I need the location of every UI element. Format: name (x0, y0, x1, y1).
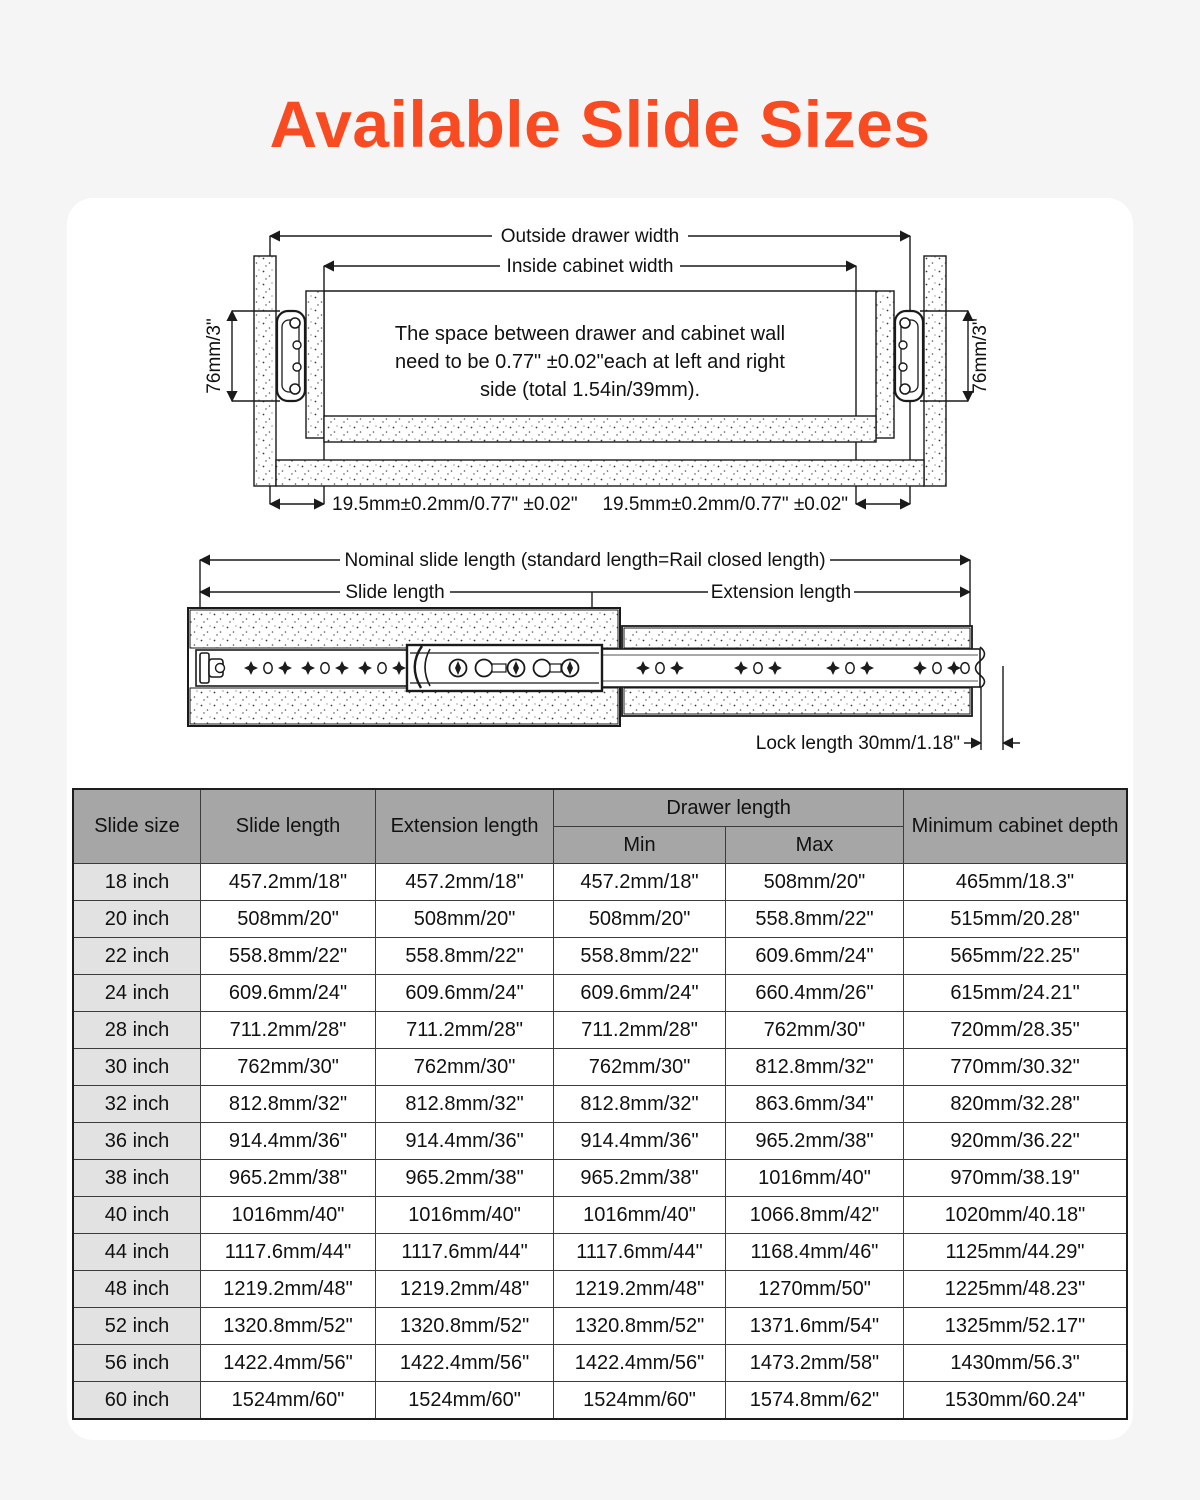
slide-length-dimension (200, 582, 592, 603)
cabinet-wall-right (924, 256, 946, 486)
table-row: 60 inch 1524mm/60" 1524mm/60" 1524mm/60" 1574.8mm/62" 1530mm/60.24" (73, 1382, 1127, 1420)
inside-cabinet-width-label: Inside cabinet width (506, 256, 674, 277)
gap-dimension-left-label: 19.5mm±0.2mm/0.77" ±0.02" (332, 494, 578, 515)
col-header-extension-length: Extension length (375, 789, 553, 864)
drawer-side-left (306, 291, 324, 438)
gap-dimension-left (270, 494, 578, 515)
slide-cross-section-left (277, 311, 305, 401)
drawer-side-right (876, 291, 894, 438)
slide-height-label-right: 76mm/3" (970, 318, 991, 394)
table-row: 22 inch 558.8mm/22" 558.8mm/22" 558.8mm/22" 609.6mm/24" 565mm/22.25" (73, 938, 1127, 975)
table-row: 38 inch 965.2mm/38" 965.2mm/38" 965.2mm/38" 1016mm/40" 970mm/38.19" (73, 1160, 1127, 1197)
table-row: 24 inch 609.6mm/24" 609.6mm/24" 609.6mm/24" 660.4mm/26" 615mm/24.21" (73, 975, 1127, 1012)
cabinet-wall-left (254, 256, 276, 486)
table-header (73, 789, 1127, 864)
gap-dimension-right-label: 19.5mm±0.2mm/0.77" ±0.02" (602, 494, 848, 515)
table-row: 32 inch 812.8mm/32" 812.8mm/32" 812.8mm/32" 863.6mm/34" 820mm/32.28" (73, 1086, 1127, 1123)
drawer-cross-section-diagram (170, 216, 1030, 538)
table-row: 28 inch 711.2mm/28" 711.2mm/28" 711.2mm/28" 762mm/30" 720mm/28.35" (73, 1012, 1127, 1049)
slide-size-table (72, 788, 1128, 1420)
table-row: 30 inch 762mm/30" 762mm/30" 762mm/30" 812.8mm/32" 770mm/30.32" (73, 1049, 1127, 1086)
drawer-bottom-board (324, 416, 876, 442)
outside-drawer-width-label: Outside drawer width (500, 226, 680, 247)
extension-length-label: Extension length (710, 582, 852, 603)
note-line-1: The space between drawer and cabinet wall (394, 323, 786, 345)
table-row: 52 inch 1320.8mm/52" 1320.8mm/52" 1320.8mm/52" 1371.6mm/54" 1325mm/52.17" (73, 1308, 1127, 1345)
slide-length-diagram (160, 546, 1040, 778)
table-row: 48 inch 1219.2mm/48" 1219.2mm/48" 1219.2mm/48" 1270mm/50" 1225mm/48.23" (73, 1271, 1127, 1308)
slide-rail-drawing (196, 645, 985, 691)
page-title: Available Slide Sizes (269, 87, 931, 161)
spec-card (67, 198, 1133, 1440)
note-line-3: side (total 1.54in/39mm). (479, 379, 701, 401)
cabinet-bottom-board (276, 460, 924, 486)
slide-height-label-left: 76mm/3" (204, 318, 225, 394)
nominal-length-label: Nominal slide length (standard length=Rail closed length) (344, 550, 826, 571)
clearance-note (395, 323, 786, 401)
slide-cross-section-right (895, 311, 923, 401)
col-header-slide-size: Slide size (73, 789, 201, 864)
table-row: 36 inch 914.4mm/36" 914.4mm/36" 914.4mm/36" 965.2mm/38" 920mm/36.22" (73, 1123, 1127, 1160)
col-header-min: Min (554, 827, 726, 864)
col-header-min-cabinet-depth: Minimum cabinet depth (904, 789, 1127, 864)
col-header-max: Max (725, 827, 903, 864)
table-row: 20 inch 508mm/20" 508mm/20" 508mm/20" 558.8mm/22" 515mm/20.28" (73, 901, 1127, 938)
spec-table-container (72, 788, 1128, 1420)
col-header-slide-length: Slide length (201, 789, 376, 864)
lock-length-label: Lock length 30mm/1.18" (755, 733, 960, 754)
gap-dimension-right (602, 494, 910, 515)
col-header-drawer-length: Drawer length (554, 789, 904, 827)
note-line-2: need to be 0.77" ±0.02"each at left and right (395, 351, 785, 373)
table-row: 40 inch 1016mm/40" 1016mm/40" 1016mm/40" 1066.8mm/42" 1020mm/40.18" (73, 1197, 1127, 1234)
table-row: 18 inch 457.2mm/18" 457.2mm/18" 457.2mm/18" 508mm/20" 465mm/18.3" (73, 864, 1127, 901)
table-row: 56 inch 1422.4mm/56" 1422.4mm/56" 1422.4mm/56" 1473.2mm/58" 1430mm/56.3" (73, 1345, 1127, 1382)
table-row: 44 inch 1117.6mm/44" 1117.6mm/44" 1117.6mm/44" 1168.4mm/46" 1125mm/44.29" (73, 1234, 1127, 1271)
table-body (73, 864, 1127, 1420)
slide-length-label: Slide length (345, 582, 445, 603)
